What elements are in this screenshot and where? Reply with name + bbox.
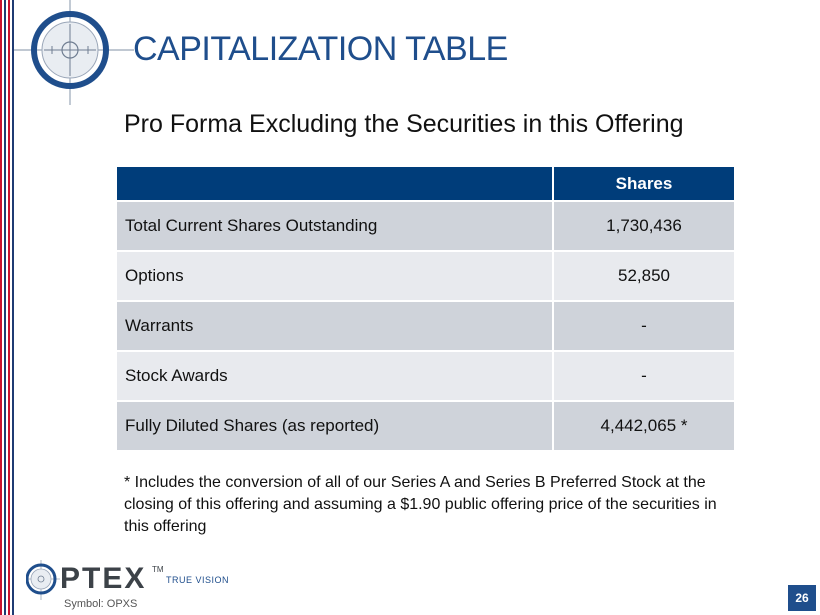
- capitalization-table: [117, 167, 734, 450]
- slide-subtitle: Pro Forma Excluding the Securities in this Offering: [124, 110, 684, 138]
- stripe-red-2: [8, 0, 10, 615]
- stripe-red-1: [0, 0, 2, 615]
- table-header-row: [117, 167, 734, 201]
- table-row: [117, 351, 734, 401]
- logo-text: PTEX: [60, 562, 147, 595]
- footnote: * Includes the conversion of all of our Series A and Series B Preferred Stock at the closing of this offering and assuming a $1.90 public offering price of the securities in this offering: [124, 474, 717, 535]
- logo-tagline: TRUE VISION: [166, 575, 230, 585]
- table-row: [117, 201, 734, 251]
- slide-title: CAPITALIZATION TABLE: [133, 30, 508, 68]
- row-value: 52,850: [553, 251, 734, 301]
- row-value: -: [553, 351, 734, 401]
- row-label: Warrants: [117, 301, 553, 351]
- row-value: 4,442,065 *: [553, 401, 734, 450]
- ticker-symbol: Symbol: OPXS: [64, 598, 138, 610]
- row-label: Stock Awards: [117, 351, 553, 401]
- header-shares: Shares: [553, 167, 734, 201]
- row-value: -: [553, 301, 734, 351]
- stripe-blue-1: [4, 0, 6, 615]
- header-label: [117, 167, 553, 201]
- table-row: [117, 301, 734, 351]
- row-label: Total Current Shares Outstanding: [117, 201, 553, 251]
- table-row: [117, 251, 734, 301]
- crosshair-icon: [14, 0, 134, 105]
- table-row: [117, 401, 734, 450]
- page-number: 26: [788, 585, 816, 611]
- row-value: 1,730,436: [553, 201, 734, 251]
- row-label: Options: [117, 251, 553, 301]
- row-label: Fully Diluted Shares (as reported): [117, 401, 553, 450]
- trademark-mark: TM: [152, 565, 164, 574]
